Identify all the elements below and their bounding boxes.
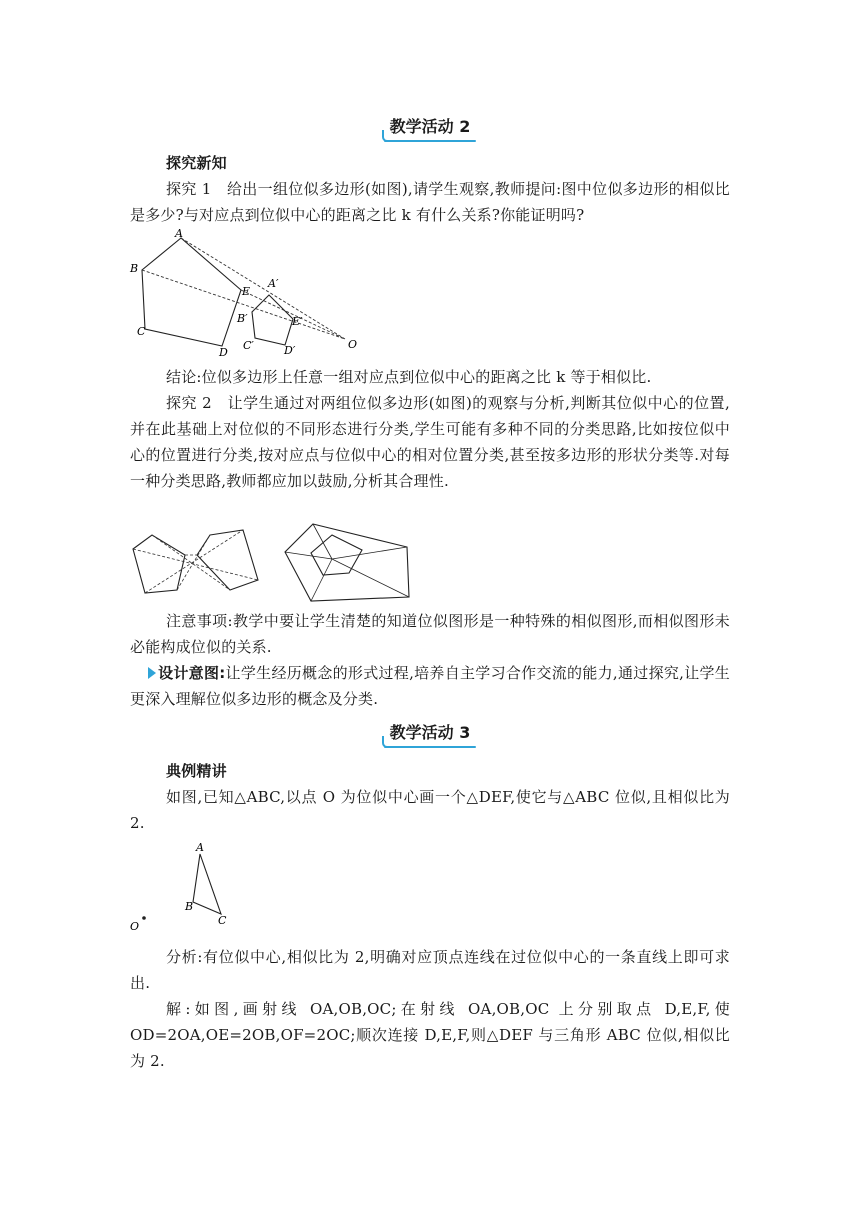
label-A: A (175, 228, 183, 240)
activity2-heading: 教学活动 2 (0, 114, 860, 139)
explore1-paragraph: 探究 1 给出一组位似多边形(如图),请学生观察,教师提问:图中位似多边形的相似比是多少?与对应点到位似中心的距离之比 k 有什么关系?你能证明吗? (130, 180, 730, 224)
label-A-prime: A′ (268, 277, 279, 290)
triangle-abc (193, 854, 221, 914)
label-C-prime: C′ (243, 339, 254, 352)
inner-pentagon (311, 535, 362, 575)
label-O: O (130, 920, 140, 933)
label-D-prime: D′ (284, 344, 296, 357)
label-C: C (137, 325, 146, 338)
design-intent-label: 设计意图: (158, 664, 226, 682)
small-pentagon (252, 295, 293, 345)
label-B: B (130, 262, 139, 275)
point-O (142, 916, 146, 920)
activity3-heading: 教学活动 3 (0, 720, 860, 745)
figure-triangle-abc (125, 838, 245, 938)
large-pentagon (142, 238, 241, 346)
label-D: D (219, 346, 228, 358)
triangle-marker-icon (148, 667, 156, 679)
label-O: O (348, 338, 358, 351)
label-E-prime: E′ (292, 315, 303, 328)
note-paragraph: 注意事项:教学中要让学生清楚的知道位似图形是一种特殊的相似图形,而相似图形未必能构成位似的关系. (130, 612, 730, 656)
label-B-prime: B′ (237, 312, 248, 325)
figure-two-groups-polygons (125, 515, 415, 605)
figure-homothetic-pentagons (125, 228, 365, 358)
conclusion-paragraph: 结论:位似多边形上任意一组对应点到位似中心的距离之比 k 等于相似比. (166, 368, 652, 386)
label-E: E (242, 285, 251, 298)
explore2-paragraph: 探究 2 让学生通过对两组位似多边形(如图)的观察与分析,判断其位似中心的位置,并在此基础上对位似的不同形态进行分类,学生可能有多种不同的分类思路,比如按位似中心的位置进行分类,按对应点与位似中心的相对位置分类,甚至按多边形的形状分类等.对每一种分类思路,教师都应加以鼓励,分析其合理性. (130, 394, 730, 490)
label-C: C (218, 914, 227, 927)
solution-paragraph: 解:如图,画射线 OA,OB,OC;在射线 OA,OB,OC 上分别取点 D,E,F,使 OD=2OA,OE=2OB,OF=2OC;顺次连接 D,E,F,则△DEF 与三角形 ABC 位似,相似比为 2. (130, 1000, 730, 1070)
section-title-explore: 探究新知 (166, 154, 227, 172)
design-intent-text: 让学生经历概念的形式过程,培养自主学习合作交流的能力,通过探究,让学生更深入理解位似多边形的概念及分类. (130, 664, 731, 708)
label-A: A (196, 841, 204, 854)
label-B: B (185, 900, 194, 913)
example-paragraph: 如图,已知△ABC,以点 O 为位似中心画一个△DEF,使它与△ABC 位似,且相似比为 2. (130, 788, 730, 832)
section-title-example: 典例精讲 (166, 762, 227, 780)
outer-pentagon (285, 524, 409, 601)
design-intent-paragraph (130, 660, 730, 712)
left-pentagon-b (197, 530, 258, 590)
analysis-paragraph: 分析:有位似中心,相似比为 2,明确对应顶点连线在过位似中心的一条直线上即可求出. (130, 948, 730, 992)
